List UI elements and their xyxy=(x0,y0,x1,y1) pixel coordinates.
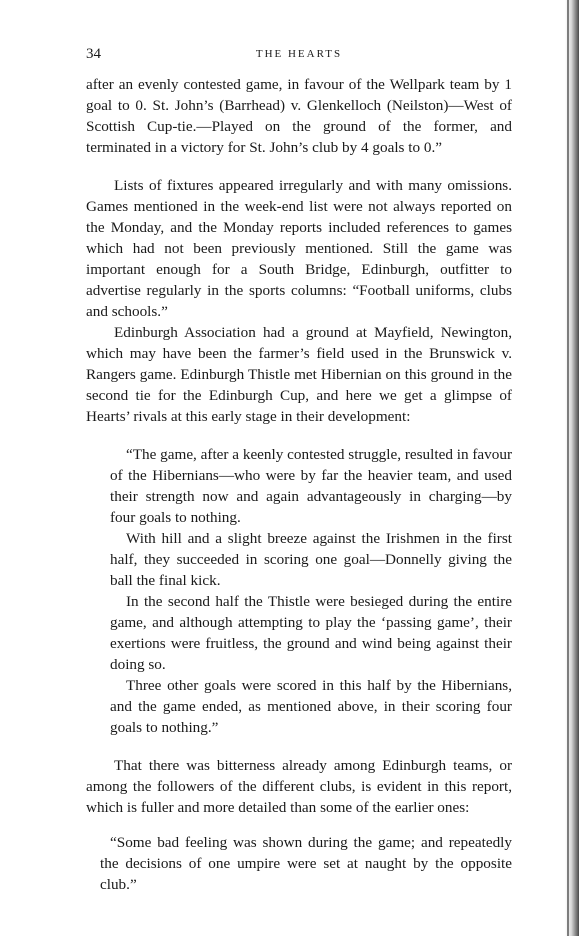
paragraph-edinburgh-association: Edinburgh Association had a ground at Mayfield, Newington, which may have been the farmer’s field used in the Brunswick v. Rangers game. Edinburgh Thistle met Hibernian on this ground in the second tie for the Edinburgh Cup, and here we get a glimpse of Hearts’ rivals at this early stage in their development: xyxy=(86,324,512,425)
running-title: THE HEARTS xyxy=(255,48,343,60)
body-text xyxy=(86,74,512,895)
page-edge-line xyxy=(567,0,569,936)
page-number: 34 xyxy=(86,46,101,62)
paragraph-bitterness: That there was bitterness already among Edinburgh teams, or among the followers of the different clubs, is evident in this report, which is fuller and more detailed than some of the earlier ones: xyxy=(86,757,512,816)
paragraph-continued: after an evenly contested game, in favour of the Wellpark team by 1 goal to 0. St. John’s (Barrhead) v. Glenkelloch (Neilston)—West of Scottish Cup-tie.—Played on the ground of the former, and terminated in a victory for St. John’s club by 4 goals to 0.” xyxy=(86,76,512,156)
quote-paragraph: With hill and a slight breeze against the Irishmen in the first half, they succeeded in scoring one goal—Donnelly giving the ball the final kick. xyxy=(110,530,512,589)
quote-paragraph: “The game, after a keenly contested struggle, resulted in favour of the Hibernians—who were by far the heavier team, and used their strength now and again advantageously in charging—by four goals to nothing. xyxy=(110,446,512,526)
quote-paragraph: In the second half the Thistle were besieged during the entire game, and although attempting to play the ‘passing game’, their exertions were fruitless, the ground and wind being against their doing so. xyxy=(110,593,512,673)
block-quote-bad-feeling xyxy=(86,832,512,895)
quote-paragraph: “Some bad feeling was shown during the game; and repeatedly the decisions of one umpire were set at naught by the opposite club.” xyxy=(100,834,512,893)
page-header xyxy=(86,46,512,68)
paragraph-fixtures: Lists of fixtures appeared irregularly and with many omissions. Games mentioned in the week-end list were not always reported on the Monday, and the Monday reports included references to games which had not been previously mentioned. Still the game was important enough for a South Bridge, Edinburgh, outfitter to advertise regularly in the sports columns: “Football uniforms, clubs and schools.” xyxy=(86,177,512,320)
quote-paragraph: Three other goals were scored in this half by the Hibernians, and the game ended, as mentioned above, in their scoring four goals to nothing.” xyxy=(110,677,512,736)
block-quote-match-report xyxy=(86,444,512,738)
